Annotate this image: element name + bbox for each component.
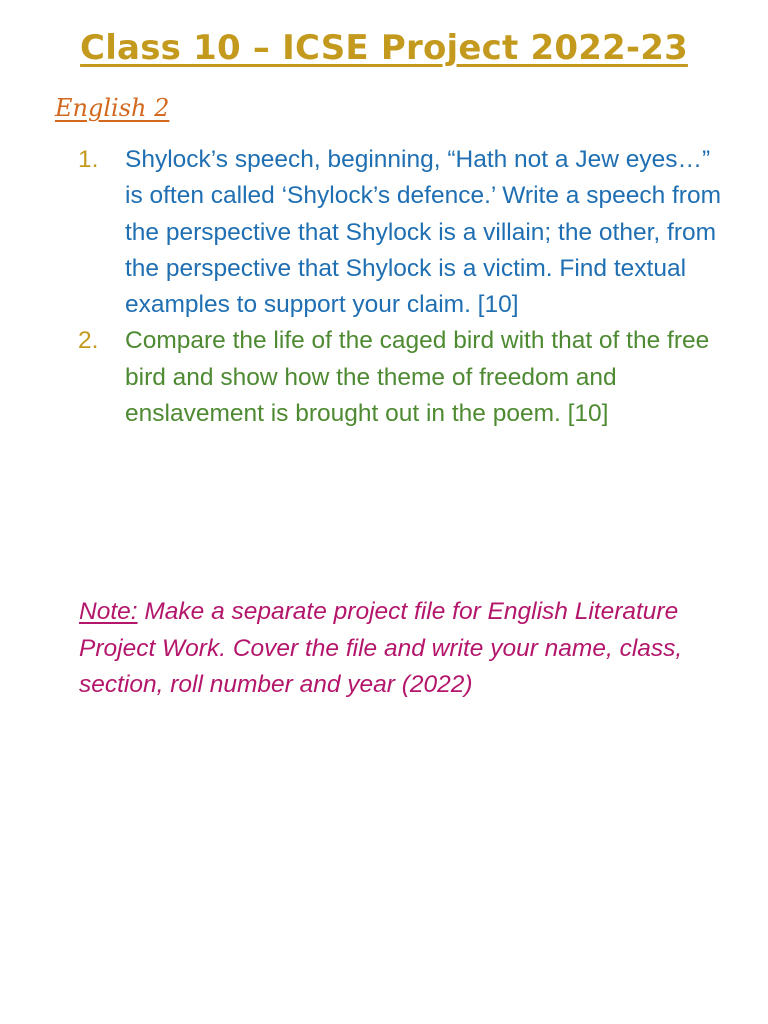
question-text: Compare the life of the caged bird with that of the free bird and show how the theme of freedom and enslavement is brought out in the poem. [10] [125, 327, 710, 428]
note-paragraph [79, 594, 719, 704]
question-text: Shylock’s speech, beginning, “Hath not a Jew eyes…” is often called ‘Shylock’s defence.’ Write a speech from the perspective that Shylock is a villain; the other, from the perspective that Shylock is a victim. Find textual examples to support your claim. [10] [125, 146, 722, 319]
question-item-1 [78, 142, 728, 323]
question-number: 1. [78, 146, 99, 173]
question-item-2 [78, 323, 728, 432]
note-text: Make a separate project file for English Literature Project Work. Cover the file and write your name, class, section, roll number and year (2022) [79, 598, 683, 698]
subject-heading: English 2 [55, 94, 170, 122]
question-list [78, 142, 728, 432]
note-label: Note: [79, 598, 138, 625]
question-number: 2. [78, 327, 99, 355]
page-title: Class 10 – ICSE Project 2022-23 [80, 28, 688, 68]
